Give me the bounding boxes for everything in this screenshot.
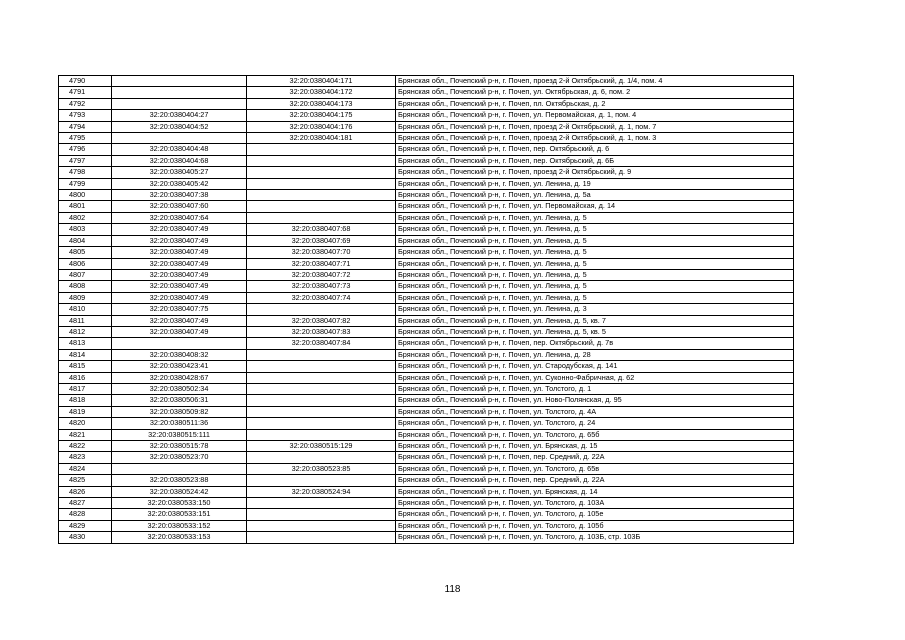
table-row [59, 133, 794, 144]
building-cadastral-number-cell [247, 395, 396, 406]
address-cell: Брянская обл., Почепский р-н, г. Почеп, ул. Ленина, д. 3 [396, 304, 794, 315]
land-cadastral-number-cell: 32:20:0380404:52 [112, 121, 247, 132]
land-cadastral-number-cell: 32:20:0380404:48 [112, 144, 247, 155]
row-number-cell: 4816 [59, 372, 112, 383]
land-cadastral-number-cell: 32:20:0380515:111 [112, 429, 247, 440]
land-cadastral-number-cell [112, 87, 247, 98]
address-cell: Брянская обл., Почепский р-н, г. Почеп, проезд 2-й Октябрьский, д. 9 [396, 167, 794, 178]
address-cell: Брянская обл., Почепский р-н, г. Почеп, ул. Толстого, д. 65б [396, 429, 794, 440]
building-cadastral-number-cell: 32:20:0380407:83 [247, 326, 396, 337]
table-row [59, 463, 794, 474]
address-cell: Брянская обл., Почепский р-н, г. Почеп, ул. Толстого, д. 24 [396, 418, 794, 429]
table-row [59, 429, 794, 440]
table-row [59, 87, 794, 98]
table-row [59, 452, 794, 463]
building-cadastral-number-cell [247, 498, 396, 509]
table-row [59, 167, 794, 178]
row-number-cell: 4800 [59, 190, 112, 201]
land-cadastral-number-cell: 32:20:0380407:49 [112, 326, 247, 337]
table-row [59, 144, 794, 155]
address-cell: Брянская обл., Почепский р-н, г. Почеп, ул. Толстого, д. 105б [396, 520, 794, 531]
land-cadastral-number-cell: 32:20:0380515:78 [112, 441, 247, 452]
row-number-cell: 4812 [59, 326, 112, 337]
address-cell: Брянская обл., Почепский р-н, г. Почеп, пер. Октябрьский, д. 6Б [396, 155, 794, 166]
building-cadastral-number-cell: 32:20:0380407:70 [247, 247, 396, 258]
land-cadastral-number-cell: 32:20:0380404:68 [112, 155, 247, 166]
building-cadastral-number-cell: 32:20:0380407:73 [247, 281, 396, 292]
property-table [58, 75, 794, 544]
row-number-cell: 4814 [59, 349, 112, 360]
row-number-cell: 4790 [59, 76, 112, 87]
land-cadastral-number-cell: 32:20:0380407:75 [112, 304, 247, 315]
table-row [59, 190, 794, 201]
land-cadastral-number-cell: 32:20:0380407:49 [112, 224, 247, 235]
table-row [59, 281, 794, 292]
address-cell: Брянская обл., Почепский р-н, г. Почеп, проезд 2-й Октябрьский, д. 1, пом. 3 [396, 133, 794, 144]
land-cadastral-number-cell: 32:20:0380524:42 [112, 486, 247, 497]
land-cadastral-number-cell: 32:20:0380407:49 [112, 258, 247, 269]
land-cadastral-number-cell [112, 76, 247, 87]
building-cadastral-number-cell: 32:20:0380404:181 [247, 133, 396, 144]
land-cadastral-number-cell: 32:20:0380407:49 [112, 315, 247, 326]
address-cell: Брянская обл., Почепский р-н, г. Почеп, пер. Октябрьский, д. 7в [396, 338, 794, 349]
building-cadastral-number-cell [247, 349, 396, 360]
address-cell: Брянская обл., Почепский р-н, г. Почеп, ул. Стародубская, д. 141 [396, 361, 794, 372]
building-cadastral-number-cell: 32:20:0380407:84 [247, 338, 396, 349]
table-row [59, 121, 794, 132]
table-row [59, 269, 794, 280]
row-number-cell: 4811 [59, 315, 112, 326]
row-number-cell: 4820 [59, 418, 112, 429]
address-cell: Брянская обл., Почепский р-н, г. Почеп, пер. Октябрьский, д. 6 [396, 144, 794, 155]
address-cell: Брянская обл., Почепский р-н, г. Почеп, ул. Ленина, д. 5 [396, 224, 794, 235]
row-number-cell: 4801 [59, 201, 112, 212]
row-number-cell: 4799 [59, 178, 112, 189]
land-cadastral-number-cell [112, 338, 247, 349]
address-cell: Брянская обл., Почепский р-н, г. Почеп, ул. Ленина, д. 5 [396, 235, 794, 246]
land-cadastral-number-cell: 32:20:0380407:64 [112, 212, 247, 223]
row-number-cell: 4813 [59, 338, 112, 349]
building-cadastral-number-cell [247, 212, 396, 223]
table-row [59, 509, 794, 520]
building-cadastral-number-cell: 32:20:0380404:175 [247, 110, 396, 121]
address-cell: Брянская обл., Почепский р-н, г. Почеп, ул. Ленина, д. 5 [396, 269, 794, 280]
row-number-cell: 4825 [59, 475, 112, 486]
building-cadastral-number-cell [247, 383, 396, 394]
land-cadastral-number-cell: 32:20:0380523:88 [112, 475, 247, 486]
building-cadastral-number-cell: 32:20:0380404:176 [247, 121, 396, 132]
table-row [59, 292, 794, 303]
building-cadastral-number-cell: 32:20:0380524:94 [247, 486, 396, 497]
table-row [59, 498, 794, 509]
row-number-cell: 4803 [59, 224, 112, 235]
address-cell: Брянская обл., Почепский р-н, г. Почеп, ул. Первомайская, д. 14 [396, 201, 794, 212]
building-cadastral-number-cell [247, 167, 396, 178]
row-number-cell: 4821 [59, 429, 112, 440]
land-cadastral-number-cell: 32:20:0380405:42 [112, 178, 247, 189]
row-number-cell: 4793 [59, 110, 112, 121]
table-row [59, 247, 794, 258]
building-cadastral-number-cell [247, 201, 396, 212]
address-cell: Брянская обл., Почепский р-н, г. Почеп, ул. Октябрьская, д. 6, пом. 2 [396, 87, 794, 98]
address-cell: Брянская обл., Почепский р-н, г. Почеп, ул. Ленина, д. 5 [396, 281, 794, 292]
table-row [59, 178, 794, 189]
land-cadastral-number-cell: 32:20:0380407:38 [112, 190, 247, 201]
address-cell: Брянская обл., Почепский р-н, г. Почеп, ул. Ленина, д. 5 [396, 258, 794, 269]
row-number-cell: 4830 [59, 532, 112, 543]
table-row [59, 155, 794, 166]
land-cadastral-number-cell: 32:20:0380533:152 [112, 520, 247, 531]
table-row [59, 441, 794, 452]
building-cadastral-number-cell [247, 190, 396, 201]
building-cadastral-number-cell: 32:20:0380407:71 [247, 258, 396, 269]
address-cell: Брянская обл., Почепский р-н, г. Почеп, ул. Брянская, д. 14 [396, 486, 794, 497]
address-cell: Брянская обл., Почепский р-н, г. Почеп, ул. Ленина, д. 5, кв. 7 [396, 315, 794, 326]
building-cadastral-number-cell: 32:20:0380407:69 [247, 235, 396, 246]
table-row [59, 326, 794, 337]
land-cadastral-number-cell: 32:20:0380533:150 [112, 498, 247, 509]
building-cadastral-number-cell: 32:20:0380407:74 [247, 292, 396, 303]
building-cadastral-number-cell: 32:20:0380407:72 [247, 269, 396, 280]
table-row [59, 372, 794, 383]
building-cadastral-number-cell [247, 155, 396, 166]
address-cell: Брянская обл., Почепский р-н, г. Почеп, пер. Средний, д. 22А [396, 452, 794, 463]
row-number-cell: 4807 [59, 269, 112, 280]
land-cadastral-number-cell: 32:20:0380408:32 [112, 349, 247, 360]
land-cadastral-number-cell: 32:20:0380407:49 [112, 235, 247, 246]
table-row [59, 383, 794, 394]
row-number-cell: 4822 [59, 441, 112, 452]
table-row [59, 395, 794, 406]
row-number-cell: 4810 [59, 304, 112, 315]
building-cadastral-number-cell [247, 520, 396, 531]
row-number-cell: 4794 [59, 121, 112, 132]
row-number-cell: 4802 [59, 212, 112, 223]
building-cadastral-number-cell [247, 418, 396, 429]
table-row [59, 406, 794, 417]
land-cadastral-number-cell: 32:20:0380407:49 [112, 269, 247, 280]
property-table-body [59, 76, 794, 544]
building-cadastral-number-cell: 32:20:0380404:172 [247, 87, 396, 98]
address-cell: Брянская обл., Почепский р-н, г. Почеп, ул. Суконно-Фабричная, д. 62 [396, 372, 794, 383]
row-number-cell: 4791 [59, 87, 112, 98]
table-row [59, 110, 794, 121]
building-cadastral-number-cell: 32:20:0380404:171 [247, 76, 396, 87]
table-row [59, 486, 794, 497]
building-cadastral-number-cell [247, 361, 396, 372]
building-cadastral-number-cell: 32:20:0380523:85 [247, 463, 396, 474]
table-row [59, 349, 794, 360]
address-cell: Брянская обл., Почепский р-н, г. Почеп, ул. Ново-Полянская, д. 95 [396, 395, 794, 406]
address-cell: Брянская обл., Почепский р-н, г. Почеп, ул. Ленина, д. 5а [396, 190, 794, 201]
land-cadastral-number-cell: 32:20:0380506:31 [112, 395, 247, 406]
row-number-cell: 4804 [59, 235, 112, 246]
land-cadastral-number-cell: 32:20:0380533:151 [112, 509, 247, 520]
table-row [59, 418, 794, 429]
building-cadastral-number-cell [247, 429, 396, 440]
building-cadastral-number-cell: 32:20:0380407:68 [247, 224, 396, 235]
row-number-cell: 4829 [59, 520, 112, 531]
table-row [59, 304, 794, 315]
table-row [59, 338, 794, 349]
land-cadastral-number-cell: 32:20:0380502:34 [112, 383, 247, 394]
building-cadastral-number-cell: 32:20:0380515:129 [247, 441, 396, 452]
building-cadastral-number-cell [247, 372, 396, 383]
row-number-cell: 4824 [59, 463, 112, 474]
address-cell: Брянская обл., Почепский р-н, г. Почеп, ул. Толстого, д. 65в [396, 463, 794, 474]
land-cadastral-number-cell: 32:20:0380407:60 [112, 201, 247, 212]
row-number-cell: 4827 [59, 498, 112, 509]
land-cadastral-number-cell: 32:20:0380407:49 [112, 292, 247, 303]
row-number-cell: 4798 [59, 167, 112, 178]
row-number-cell: 4826 [59, 486, 112, 497]
row-number-cell: 4815 [59, 361, 112, 372]
table-row [59, 532, 794, 543]
building-cadastral-number-cell: 32:20:0380404:173 [247, 98, 396, 109]
land-cadastral-number-cell: 32:20:0380523:70 [112, 452, 247, 463]
land-cadastral-number-cell: 32:20:0380509:82 [112, 406, 247, 417]
row-number-cell: 4819 [59, 406, 112, 417]
row-number-cell: 4805 [59, 247, 112, 258]
building-cadastral-number-cell [247, 509, 396, 520]
table-row [59, 76, 794, 87]
table-row [59, 212, 794, 223]
table-row [59, 98, 794, 109]
land-cadastral-number-cell: 32:20:0380407:49 [112, 281, 247, 292]
land-cadastral-number-cell [112, 98, 247, 109]
land-cadastral-number-cell: 32:20:0380511:36 [112, 418, 247, 429]
row-number-cell: 4806 [59, 258, 112, 269]
building-cadastral-number-cell: 32:20:0380407:82 [247, 315, 396, 326]
address-cell: Брянская обл., Почепский р-н, г. Почеп, пл. Октябрьская, д. 2 [396, 98, 794, 109]
address-cell: Брянская обл., Почепский р-н, г. Почеп, ул. Ленина, д. 5 [396, 247, 794, 258]
address-cell: Брянская обл., Почепский р-н, г. Почеп, пер. Средний, д. 22А [396, 475, 794, 486]
land-cadastral-number-cell: 32:20:0380405:27 [112, 167, 247, 178]
table-row [59, 520, 794, 531]
building-cadastral-number-cell [247, 304, 396, 315]
building-cadastral-number-cell [247, 406, 396, 417]
table-row [59, 235, 794, 246]
row-number-cell: 4817 [59, 383, 112, 394]
row-number-cell: 4808 [59, 281, 112, 292]
address-cell: Брянская обл., Почепский р-н, г. Почеп, ул. Ленина, д. 5, кв. 5 [396, 326, 794, 337]
address-cell: Брянская обл., Почепский р-н, г. Почеп, ул. Ленина, д. 5 [396, 292, 794, 303]
row-number-cell: 4796 [59, 144, 112, 155]
row-number-cell: 4792 [59, 98, 112, 109]
row-number-cell: 4797 [59, 155, 112, 166]
address-cell: Брянская обл., Почепский р-н, г. Почеп, ул. Толстого, д. 4А [396, 406, 794, 417]
address-cell: Брянская обл., Почепский р-н, г. Почеп, ул. Толстого, д. 103А [396, 498, 794, 509]
table-row [59, 475, 794, 486]
land-cadastral-number-cell [112, 463, 247, 474]
row-number-cell: 4818 [59, 395, 112, 406]
building-cadastral-number-cell [247, 475, 396, 486]
land-cadastral-number-cell: 32:20:0380533:153 [112, 532, 247, 543]
table-row [59, 224, 794, 235]
table-row [59, 315, 794, 326]
land-cadastral-number-cell: 32:20:0380404:27 [112, 110, 247, 121]
address-cell: Брянская обл., Почепский р-н, г. Почеп, ул. Первомайская, д. 1, пом. 4 [396, 110, 794, 121]
address-cell: Брянская обл., Почепский р-н, г. Почеп, проезд 2-й Октябрьский, д. 1, пом. 7 [396, 121, 794, 132]
land-cadastral-number-cell [112, 133, 247, 144]
address-cell: Брянская обл., Почепский р-н, г. Почеп, ул. Ленина, д. 19 [396, 178, 794, 189]
address-cell: Брянская обл., Почепский р-н, г. Почеп, проезд 2-й Октябрьский, д. 1/4, пом. 4 [396, 76, 794, 87]
row-number-cell: 4809 [59, 292, 112, 303]
building-cadastral-number-cell [247, 144, 396, 155]
table-row [59, 258, 794, 269]
address-cell: Брянская обл., Почепский р-н, г. Почеп, ул. Толстого, д. 105е [396, 509, 794, 520]
table-row [59, 201, 794, 212]
address-cell: Брянская обл., Почепский р-н, г. Почеп, ул. Толстого, д. 1 [396, 383, 794, 394]
address-cell: Брянская обл., Почепский р-н, г. Почеп, ул. Толстого, д. 103Б, стр. 103Б [396, 532, 794, 543]
address-cell: Брянская обл., Почепский р-н, г. Почеп, ул. Ленина, д. 5 [396, 212, 794, 223]
address-cell: Брянская обл., Почепский р-н, г. Почеп, ул. Ленина, д. 28 [396, 349, 794, 360]
row-number-cell: 4823 [59, 452, 112, 463]
row-number-cell: 4828 [59, 509, 112, 520]
table-row [59, 361, 794, 372]
address-cell: Брянская обл., Почепский р-н, г. Почеп, ул. Брянская, д. 15 [396, 441, 794, 452]
building-cadastral-number-cell [247, 178, 396, 189]
land-cadastral-number-cell: 32:20:0380428:67 [112, 372, 247, 383]
land-cadastral-number-cell: 32:20:0380407:49 [112, 247, 247, 258]
row-number-cell: 4795 [59, 133, 112, 144]
land-cadastral-number-cell: 32:20:0380423:41 [112, 361, 247, 372]
page-number: 118 [444, 584, 461, 595]
building-cadastral-number-cell [247, 532, 396, 543]
building-cadastral-number-cell [247, 452, 396, 463]
